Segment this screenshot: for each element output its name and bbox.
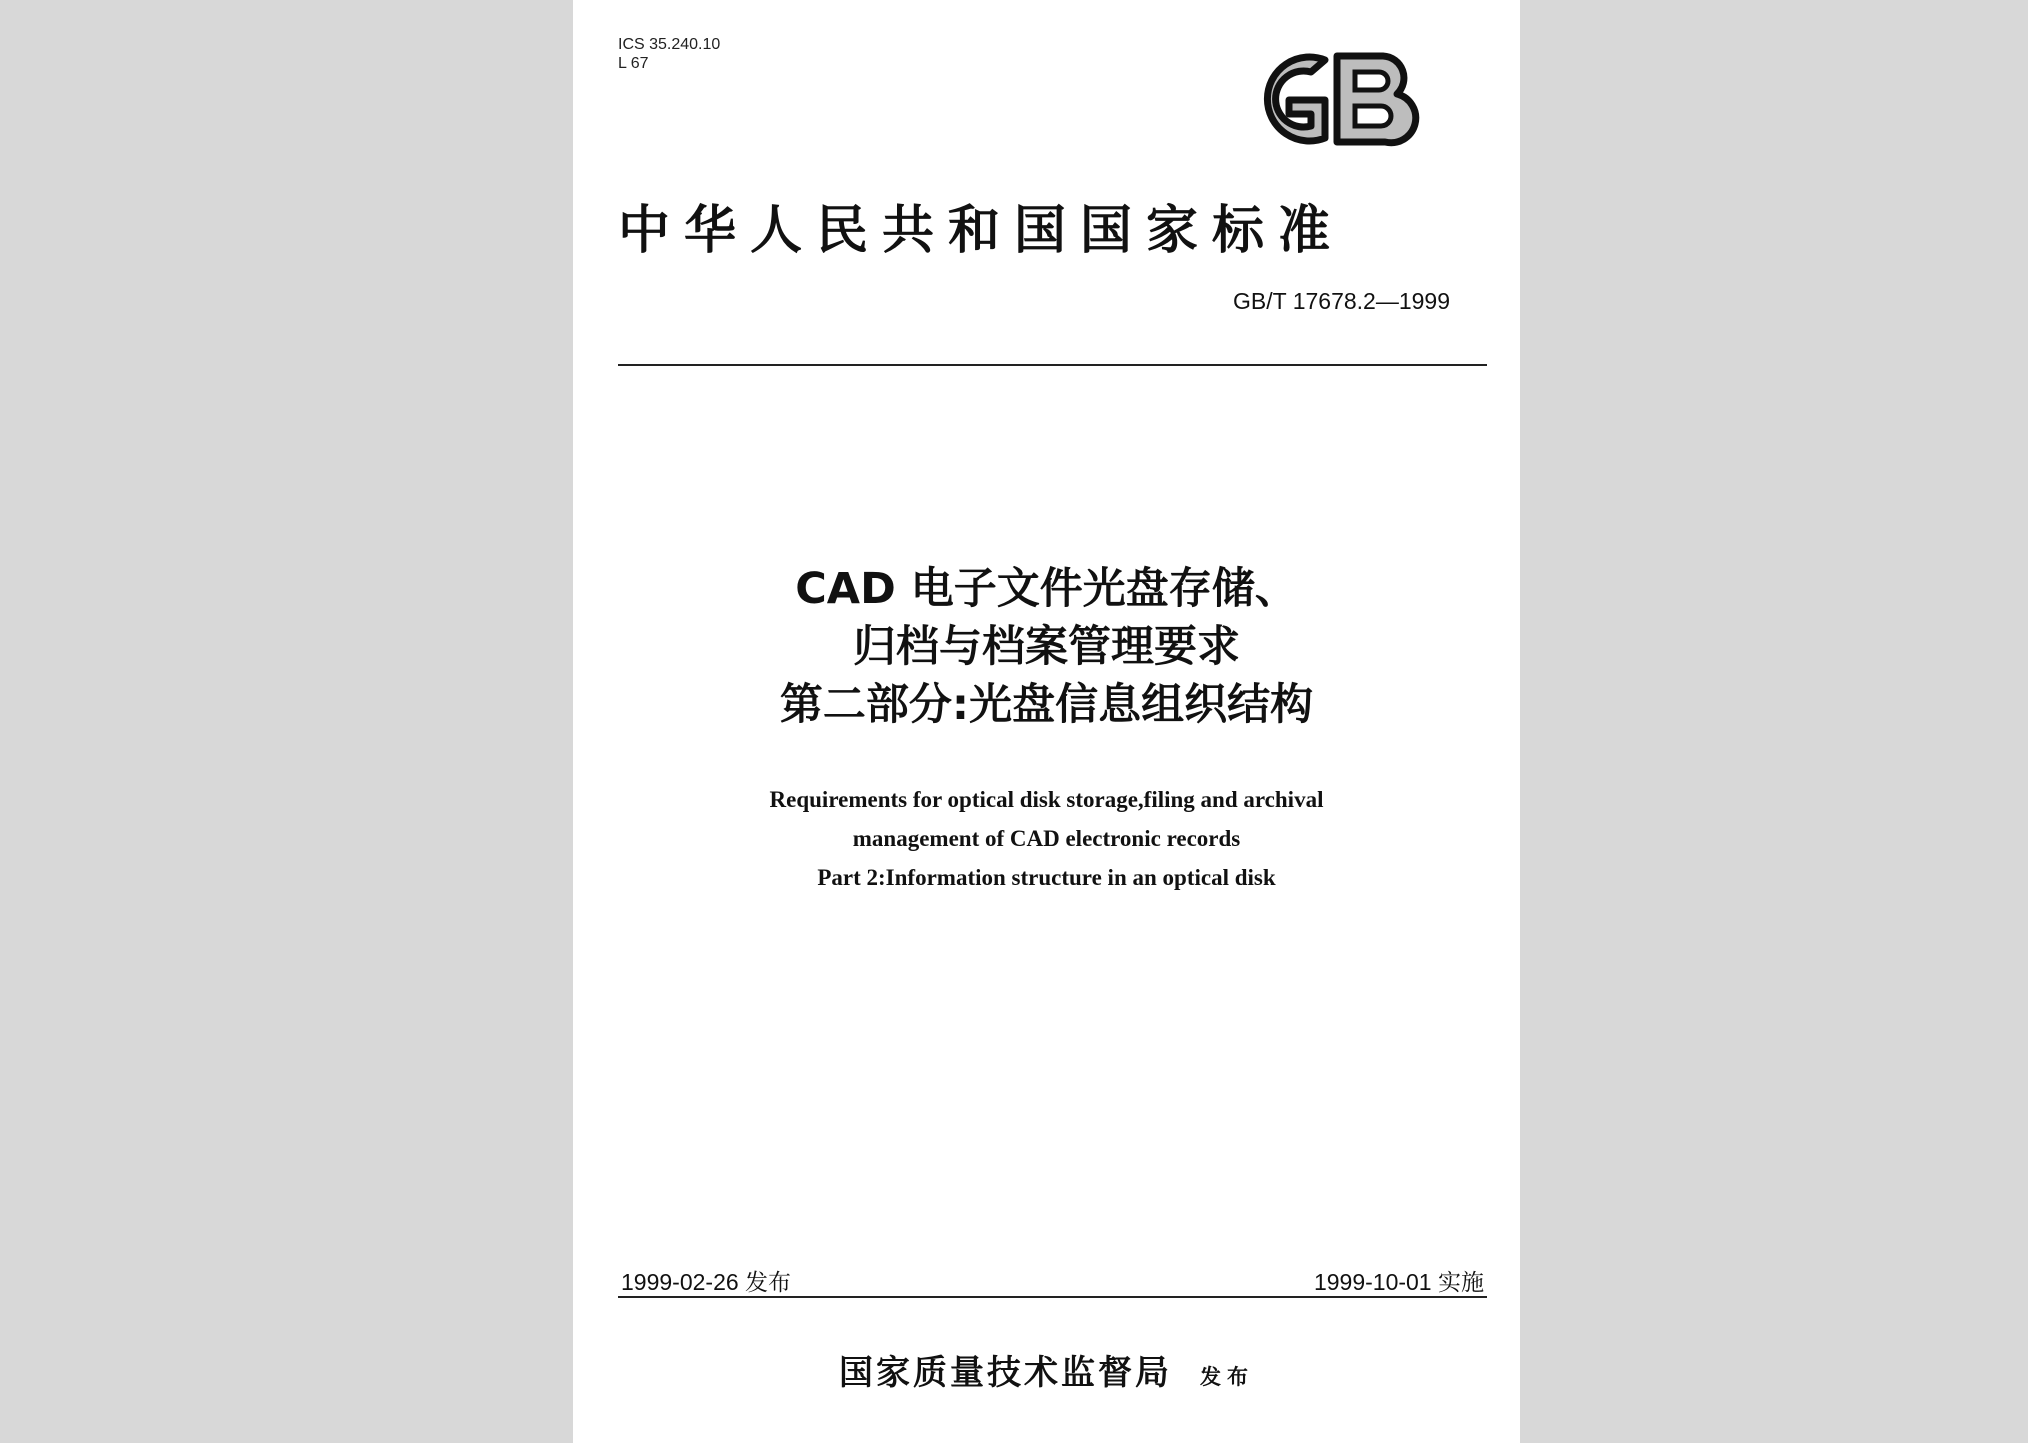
issue-date: 1999-02-26 发布 — [621, 1269, 792, 1295]
chinese-title-line: 归档与档案管理要求 — [853, 622, 1240, 672]
publisher-action: 发布 — [1200, 1365, 1254, 1389]
gb-logo — [1233, 46, 1427, 152]
top-divider — [618, 364, 1487, 366]
chinese-title-line: 第二部分:光盘信息组织结构 — [779, 680, 1314, 730]
class-code: L 67 — [618, 55, 649, 72]
national-standard-title: 中华人民共和国国家标准 — [618, 200, 1345, 261]
implementation-date: 1999-10-01 实施 — [1313, 1269, 1484, 1295]
document-cover — [573, 0, 1520, 1443]
logo-text: GB — [1233, 46, 1235, 47]
chinese-title-line: CAD 电子文件光盘存储、 — [795, 564, 1298, 614]
chinese-title — [573, 560, 1520, 734]
classification-codes — [618, 35, 720, 73]
english-title-line: Requirements for optical disk storage,filing and archival — [769, 787, 1324, 812]
ics-code: ICS 35.240.10 — [618, 36, 721, 53]
bottom-divider — [618, 1296, 1487, 1298]
publisher-name: 国家质量技术监督局 — [839, 1353, 1172, 1393]
english-title — [573, 780, 1520, 897]
english-title-line: Part 2:Information structure in an optical disk — [817, 865, 1276, 890]
standard-number: GB/T 17678.2—1999 — [1233, 288, 1450, 314]
publisher-block — [573, 1345, 1520, 1394]
english-title-line: management of CAD electronic records — [852, 826, 1241, 851]
